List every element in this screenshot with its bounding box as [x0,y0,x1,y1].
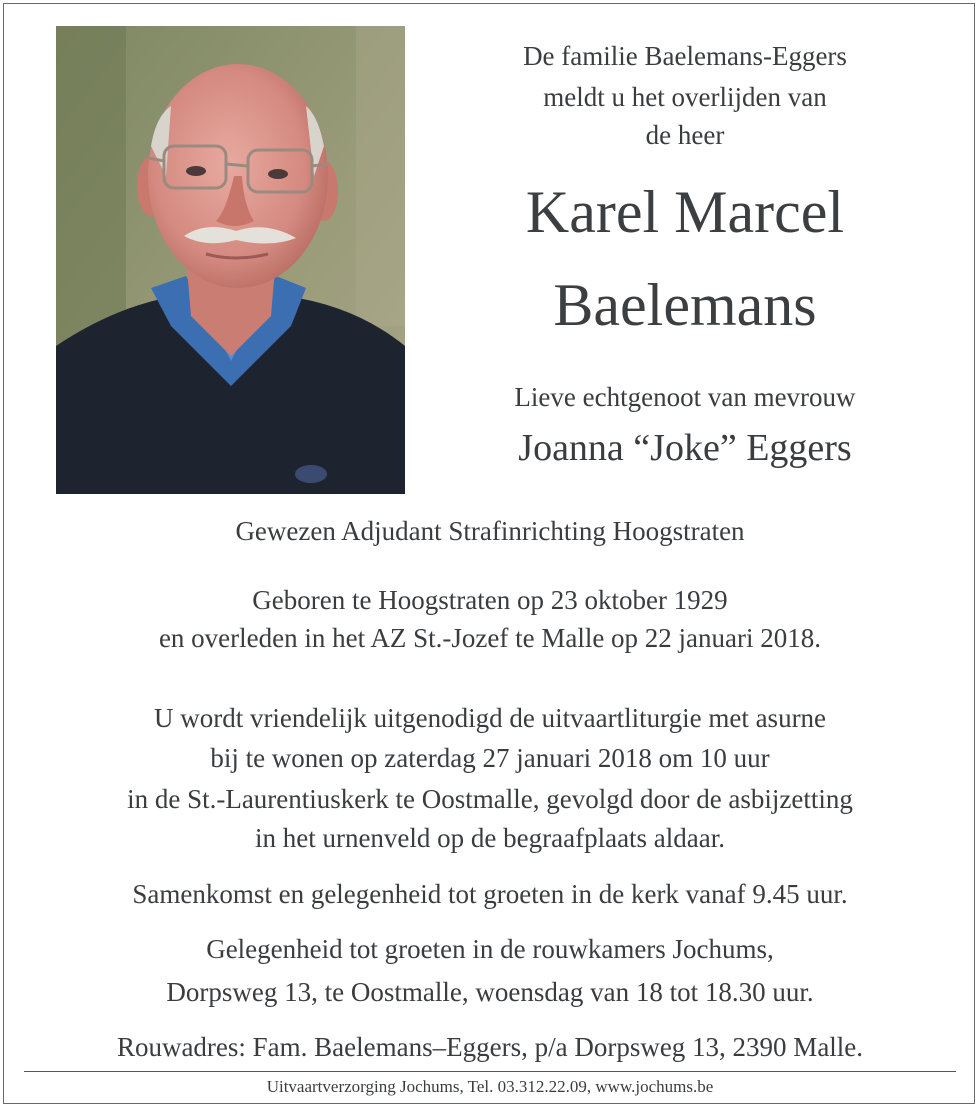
intro-line-3: de heer [645,120,725,150]
occupation: Gewezen Adjudant Strafinrichting Hoogstraten [235,516,745,546]
death-line: en overleden in het AZ St.-Jozef te Malle op 22 januari 2018. [158,623,822,653]
funeral-line-2: bij te wonen op zaterdag 27 januari 2018 om 10 uur [210,743,770,773]
footer-divider [24,1071,956,1072]
deceased-name-first: Karel Marcel [525,179,845,245]
funeral-line-3: in de St.-Laurentiuskerk te Oostmalle, gevolgd door de asbijzetting [127,784,853,814]
spouse-intro: Lieve echtgenoot van mevrouw [514,382,856,412]
mourning-address: Rouwadres: Fam. Baelemans–Eggers, p/a Dorpsweg 13, 2390 Malle. [116,1032,864,1062]
birth-line: Geboren te Hoogstraten op 23 oktober 1929 [252,585,728,615]
portrait-photo [56,26,405,494]
gathering-line: Samenkomst en gelegenheid tot groeten in de kerk vanaf 9.45 uur. [132,879,848,909]
viewing-line-1: Gelegenheid tot groeten in de rouwkamers Jochums, [206,934,774,964]
intro-line-2: meldt u het overlijden van [543,82,827,112]
spouse-name: Joanna “Joke” Eggers [518,427,852,469]
intro-line-1: De familie Baelemans-Eggers [523,41,847,71]
funeral-director-footer: Uitvaartverzorging Jochums, Tel. 03.312.22.09, www.jochums.be [266,1077,714,1096]
funeral-line-4: in het urnenveld op de begraafplaats aldaar. [254,823,726,853]
deceased-name-last: Baelemans [553,272,817,338]
viewing-line-2: Dorpsweg 13, te Oostmalle, woensdag van 18 tot 18.30 uur. [166,977,814,1007]
funeral-line-1: U wordt vriendelijk uitgenodigd de uitvaartliturgie met asurne [153,703,827,733]
